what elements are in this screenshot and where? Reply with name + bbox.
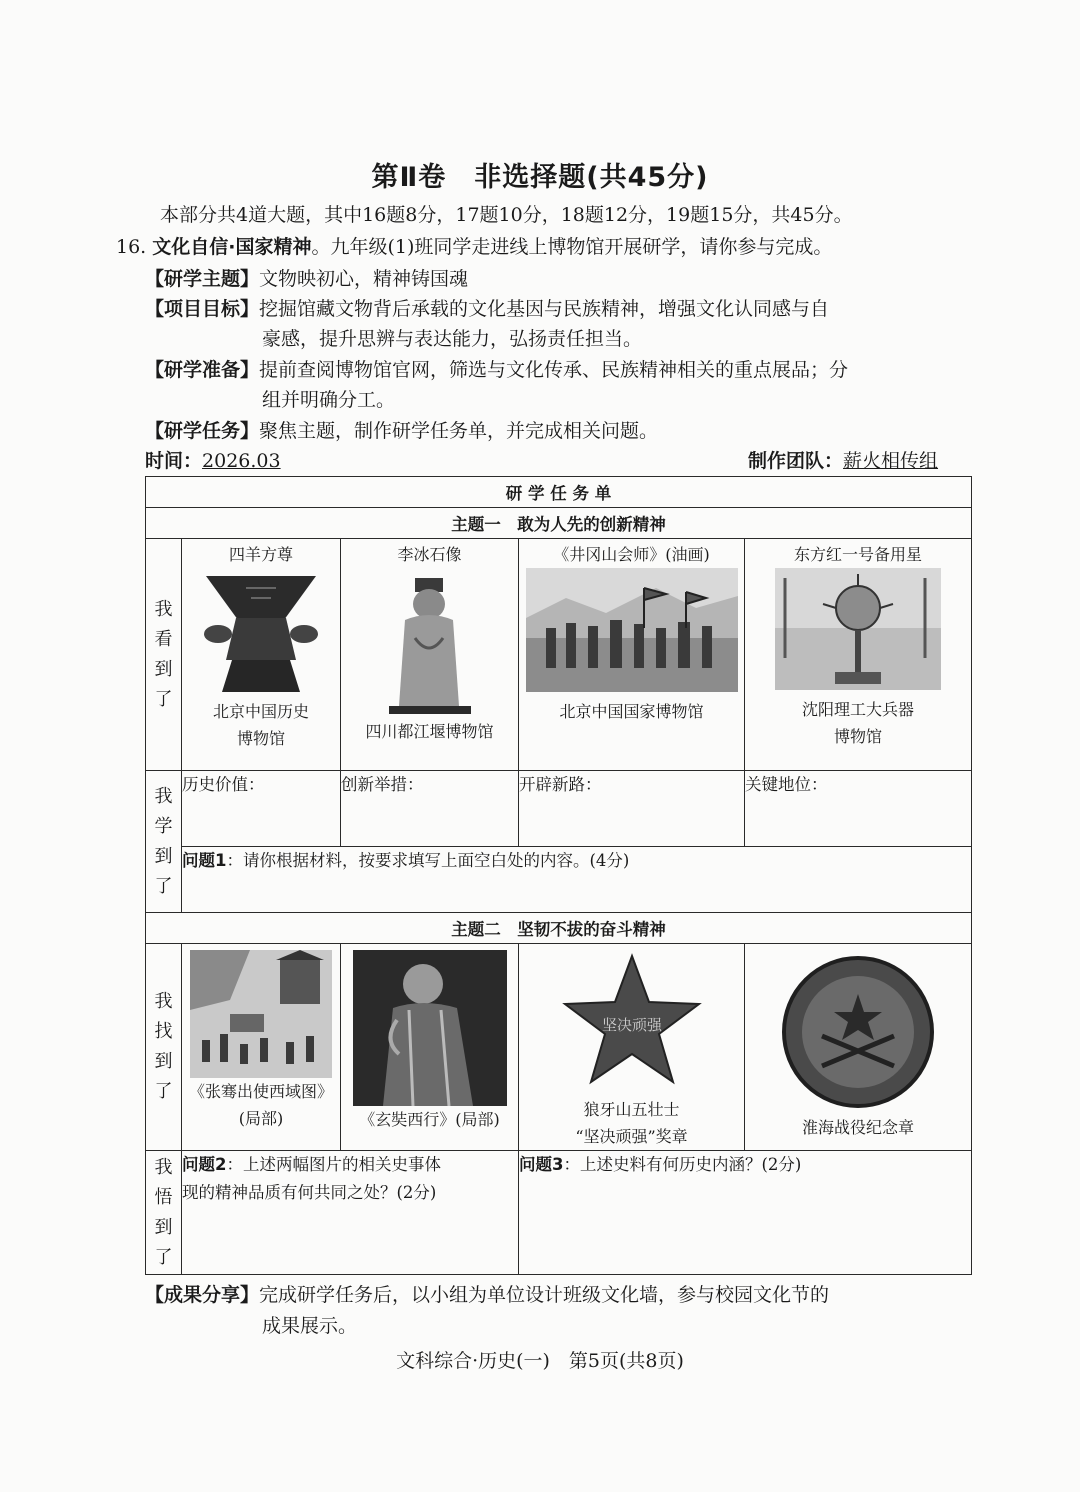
place-line-1: 北京中国历史: [212, 702, 309, 721]
exhibit-xuanzang-painting: 《玄奘西行》(局部): [341, 944, 519, 1151]
medal-inscription: 坚决顽强: [601, 1016, 662, 1034]
section-intro: 本部分共4道大题，其中16题8分，17题10分，18题12分，19题15分，共45分。: [160, 204, 853, 226]
question-topic: 文化自信·国家精神: [152, 236, 312, 258]
exhibit-zhang-qian-mural: 《张骞出使西域图》 (局部): [182, 944, 341, 1151]
project-goal: 【项目目标】挖掘馆藏文物背后承载的文化基因与民族精神，增强文化认同感与自: [145, 298, 830, 320]
exhibit-jinggangshan-painting: 《井冈山会师》(油画) 北京中国国家博物馆: [519, 539, 745, 771]
exhibit-dongfanghong-satellite: 东方红一号备用星 沈阳理工大兵器 博物馆: [745, 539, 972, 771]
place-line-2: 博物馆: [236, 729, 285, 748]
task-sheet-title: 研 学 任 务 单: [146, 477, 972, 508]
question-2[interactable]: 问题2：上述两幅图片的相关史事体 现的精神品质有何共同之处？(2分): [182, 1151, 519, 1275]
side-label-found: 我 找 到 了: [146, 944, 182, 1151]
question-3[interactable]: 问题3：上述史料有何历史内涵？(2分): [519, 1151, 972, 1275]
exhibit-four-goat-zun: 四羊方尊 北京中国历史 博物馆: [182, 539, 341, 771]
xuanzang-image: [353, 950, 507, 1106]
blank-innovation[interactable]: 创新举措：: [341, 771, 519, 847]
exhibit-li-bing-statue: 李冰石像 四川都江堰博物馆: [341, 539, 519, 771]
zhang-qian-mural-image: [190, 950, 332, 1078]
research-task: 【研学任务】聚焦主题，制作研学任务单，并完成相关问题。: [145, 420, 659, 442]
side-label-realized: 我 悟 到 了: [146, 1151, 182, 1275]
round-medal-image: [778, 950, 938, 1114]
research-theme: 【研学主题】文物映初心，精神铸国魂: [145, 268, 469, 290]
question-1: 问题1：请你根据材料，按要求填写上面空白处的内容。(4分): [182, 847, 972, 913]
stone-statue-image: [375, 568, 485, 718]
research-prep-cont: 组并明确分工。: [262, 389, 396, 411]
exhibit-langyashan-medal: 坚决顽强 狼牙山五壮士 “坚决顽强”奖章: [519, 944, 745, 1151]
question-16-stem: [116, 232, 832, 259]
project-goal-cont: 豪感，提升思辨与表达能力，弘扬责任担当。: [262, 328, 643, 350]
oil-painting-image: [526, 568, 738, 692]
side-label-seen: 我 看 到 了: [146, 539, 182, 771]
satellite-image: [775, 568, 941, 690]
question-stem: 。九年级(1)班同学走进线上博物馆开展研学，请你参与完成。: [311, 236, 833, 258]
research-prep: 【研学准备】提前查阅博物馆官网，筛选与文化传承、民族精神相关的重点展品；分: [145, 359, 849, 381]
question-number: 16.: [116, 236, 147, 258]
star-medal-image: [557, 950, 707, 1096]
section-title: 第Ⅱ卷 非选择题(共45分): [371, 162, 709, 193]
task-sheet-table: [145, 476, 972, 1275]
side-label-learned: 我 学 到 了: [146, 771, 182, 913]
outcome-share: 【成果分享】完成研学任务后，以小组为单位设计班级文化墙，参与校园文化节的: [145, 1284, 830, 1306]
outcome-share-cont: 成果展示。: [262, 1315, 358, 1337]
blank-new-path[interactable]: 开辟新路：: [519, 771, 745, 847]
page-footer: 文科综合·历史(一) 第5页(共8页): [396, 1350, 684, 1372]
bronze-zun-image: [196, 568, 326, 698]
exhibit-huaihai-medal: 淮海战役纪念章: [745, 944, 972, 1151]
blank-historical-value[interactable]: 历史价值：: [182, 771, 341, 847]
team-line: 制作团队：薪火相传组: [748, 450, 939, 472]
blank-key-status[interactable]: 关键地位：: [745, 771, 972, 847]
theme1-title: 主题一 敢为人先的创新精神: [146, 508, 972, 539]
theme2-title: 主题二 坚韧不拔的奋斗精神: [146, 913, 972, 944]
time-line: 时间：2026.03: [145, 450, 281, 472]
